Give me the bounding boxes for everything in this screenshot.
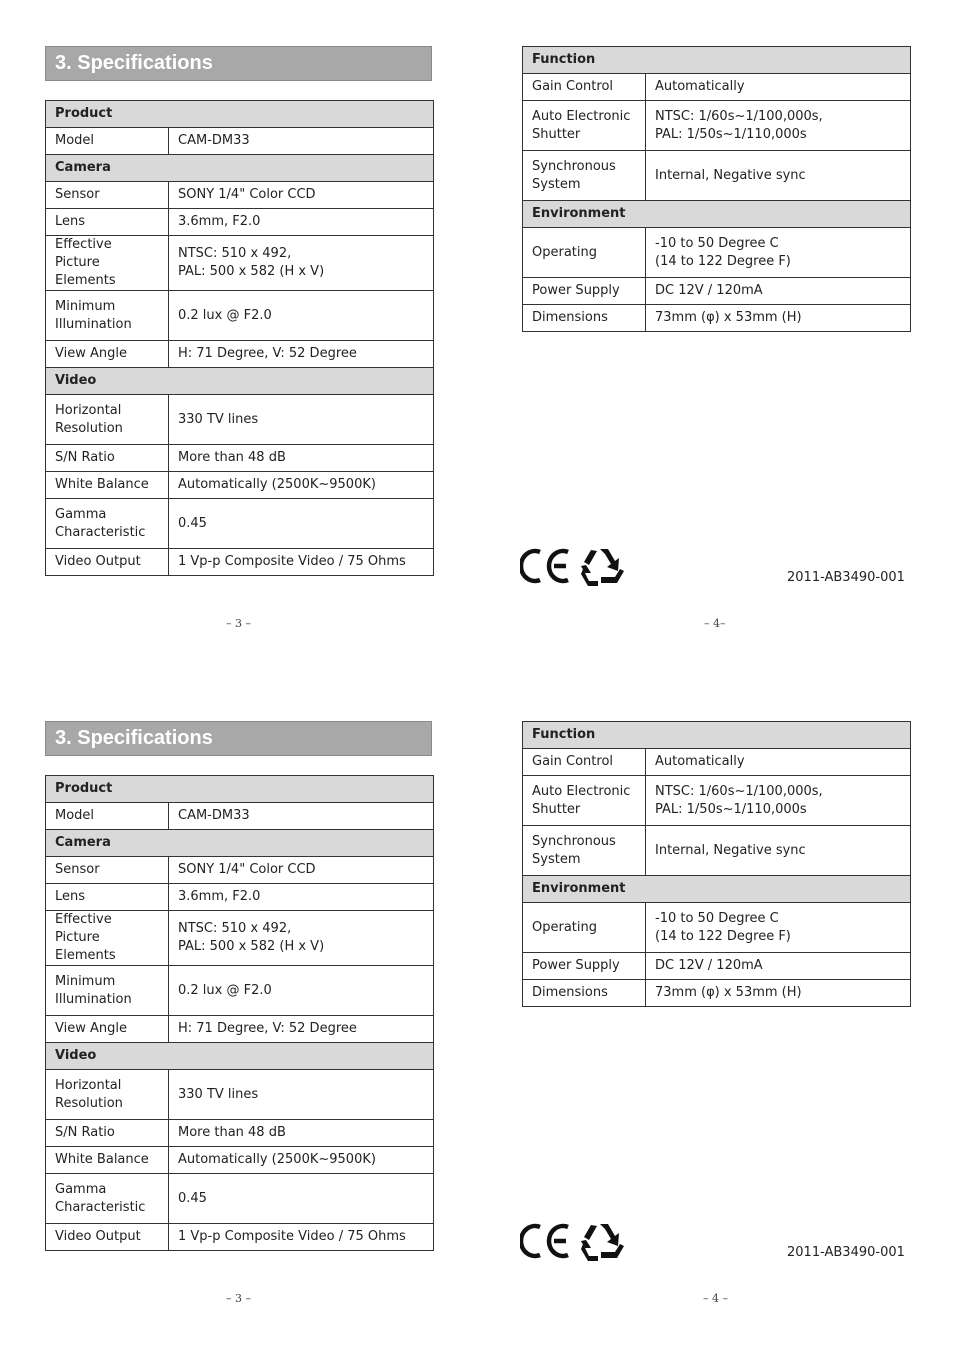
section-header-label: Product (46, 101, 434, 128)
spec-row-lens (46, 209, 434, 236)
spec-row-dimensions (523, 305, 911, 332)
spec-label: Minimum Illumination (46, 966, 169, 1016)
spec-value: 1 Vp-p Composite Video / 75 Ohms (169, 549, 434, 576)
page-number-left: – 3 – (226, 617, 251, 630)
spec-value: SONY 1/4" Color CCD (169, 857, 434, 884)
spec-row-view-angle (46, 1016, 434, 1043)
section-header-environment (523, 876, 911, 903)
spec-row-auto-electronic-shutter (523, 101, 911, 151)
spec-value: 330 TV lines (169, 1070, 434, 1120)
section-header-label: Camera (46, 830, 434, 857)
spec-row-operating (523, 903, 911, 953)
document-code: 2011-AB3490-001 (787, 570, 905, 585)
spec-value: Automatically (646, 74, 911, 101)
spec-row-white-balance (46, 472, 434, 499)
spec-value: CAM-DM33 (169, 128, 434, 155)
section-header-label: Video (46, 368, 434, 395)
spec-value: 3.6mm, F2.0 (169, 884, 434, 911)
recycle-icon (581, 1224, 624, 1261)
spec-label: Horizontal Resolution (46, 395, 169, 445)
document-code: 2011-AB3490-001 (787, 1245, 905, 1260)
spec-value: NTSC: 510 x 492, PAL: 500 x 582 (H x V) (169, 236, 434, 291)
spec-value: H: 71 Degree, V: 52 Degree (169, 1016, 434, 1043)
specs-table-left (45, 100, 434, 576)
section-title-bar (45, 46, 432, 81)
spec-row-s-n-ratio (46, 445, 434, 472)
spec-label: Operating (523, 228, 646, 278)
spec-value: 3.6mm, F2.0 (169, 209, 434, 236)
spec-label: Lens (46, 209, 169, 236)
spec-label: Gamma Characteristic (46, 1174, 169, 1224)
spec-label: View Angle (46, 1016, 169, 1043)
section-header-label: Camera (46, 155, 434, 182)
spec-value: 73mm (φ) x 53mm (H) (646, 980, 911, 1007)
spec-row-synchronous-system (523, 151, 911, 201)
spec-value: 0.45 (169, 1174, 434, 1224)
spec-row-gain-control (523, 749, 911, 776)
spec-value: DC 12V / 120mA (646, 278, 911, 305)
spec-label: Horizontal Resolution (46, 1070, 169, 1120)
spec-label: S/N Ratio (46, 445, 169, 472)
spec-value: DC 12V / 120mA (646, 953, 911, 980)
section-header-label: Function (523, 47, 911, 74)
spec-label: Model (46, 128, 169, 155)
ce-mark-icon (521, 551, 568, 581)
spec-label: Operating (523, 903, 646, 953)
spec-label: Auto Electronic Shutter (523, 776, 646, 826)
section-header-camera (46, 155, 434, 182)
spec-row-minimum-illumination (46, 966, 434, 1016)
page-title: 3. Specifications (55, 727, 213, 749)
spec-row-operating (523, 228, 911, 278)
section-header-label: Environment (523, 201, 911, 228)
section-header-video (46, 368, 434, 395)
spec-row-effective-picture-elements (46, 236, 434, 291)
spec-row-power-supply (523, 278, 911, 305)
spec-label: White Balance (46, 472, 169, 499)
spec-row-gamma-characteristic (46, 499, 434, 549)
spec-label: S/N Ratio (46, 1120, 169, 1147)
spec-label: Synchronous System (523, 826, 646, 876)
spec-label: Effective Picture Elements (46, 911, 169, 966)
spec-label: Dimensions (523, 305, 646, 332)
spec-row-gamma-characteristic (46, 1174, 434, 1224)
spec-row-sensor (46, 182, 434, 209)
spec-value: SONY 1/4" Color CCD (169, 182, 434, 209)
spec-value: H: 71 Degree, V: 52 Degree (169, 341, 434, 368)
section-header-product (46, 776, 434, 803)
spec-label: Lens (46, 884, 169, 911)
spec-label: Minimum Illumination (46, 291, 169, 341)
spec-row-synchronous-system (523, 826, 911, 876)
page-number-right: – 4 – (703, 1292, 728, 1305)
recycle-icon (581, 549, 624, 586)
spec-row-minimum-illumination (46, 291, 434, 341)
specs-table-right (522, 46, 911, 332)
spec-label: Video Output (46, 549, 169, 576)
spec-row-model (46, 128, 434, 155)
ce-mark-icon (521, 1226, 568, 1256)
spec-value: -10 to 50 Degree C (14 to 122 Degree F) (646, 228, 911, 278)
certification-logos (520, 1220, 630, 1264)
spec-label: Sensor (46, 182, 169, 209)
section-header-product (46, 101, 434, 128)
section-header-function (523, 722, 911, 749)
section-title-bar (45, 721, 432, 756)
section-header-function (523, 47, 911, 74)
spec-value: More than 48 dB (169, 1120, 434, 1147)
spec-label: Auto Electronic Shutter (523, 101, 646, 151)
spec-value: 0.2 lux @ F2.0 (169, 291, 434, 341)
spec-label: Video Output (46, 1224, 169, 1251)
spec-row-video-output (46, 1224, 434, 1251)
spec-label: White Balance (46, 1147, 169, 1174)
spec-value: 1 Vp-p Composite Video / 75 Ohms (169, 1224, 434, 1251)
spec-value: CAM-DM33 (169, 803, 434, 830)
spec-row-model (46, 803, 434, 830)
spec-value: 73mm (φ) x 53mm (H) (646, 305, 911, 332)
spec-label: Effective Picture Elements (46, 236, 169, 291)
spec-label: View Angle (46, 341, 169, 368)
section-header-label: Environment (523, 876, 911, 903)
spec-row-effective-picture-elements (46, 911, 434, 966)
spec-value: Automatically (646, 749, 911, 776)
spec-value: 0.45 (169, 499, 434, 549)
spec-row-video-output (46, 549, 434, 576)
spec-label: Gamma Characteristic (46, 499, 169, 549)
section-header-video (46, 1043, 434, 1070)
spec-value: NTSC: 510 x 492, PAL: 500 x 582 (H x V) (169, 911, 434, 966)
section-header-label: Video (46, 1043, 434, 1070)
spec-row-lens (46, 884, 434, 911)
spec-value: Automatically (2500K~9500K) (169, 1147, 434, 1174)
spec-value: More than 48 dB (169, 445, 434, 472)
spec-value: Automatically (2500K~9500K) (169, 472, 434, 499)
spec-row-s-n-ratio (46, 1120, 434, 1147)
spec-label: Power Supply (523, 953, 646, 980)
section-header-label: Product (46, 776, 434, 803)
spec-label: Synchronous System (523, 151, 646, 201)
spec-row-horizontal-resolution (46, 395, 434, 445)
spec-label: Gain Control (523, 749, 646, 776)
spec-row-horizontal-resolution (46, 1070, 434, 1120)
spec-label: Power Supply (523, 278, 646, 305)
section-header-camera (46, 830, 434, 857)
spec-row-sensor (46, 857, 434, 884)
spec-value: 330 TV lines (169, 395, 434, 445)
spec-value: -10 to 50 Degree C (14 to 122 Degree F) (646, 903, 911, 953)
spec-row-gain-control (523, 74, 911, 101)
spec-row-auto-electronic-shutter (523, 776, 911, 826)
section-header-environment (523, 201, 911, 228)
specs-table-left (45, 775, 434, 1251)
page-number-left: – 3 – (226, 1292, 251, 1305)
spec-value: Internal, Negative sync (646, 826, 911, 876)
spec-row-power-supply (523, 953, 911, 980)
spec-label: Gain Control (523, 74, 646, 101)
spec-label: Sensor (46, 857, 169, 884)
page-number-right: – 4– (704, 617, 726, 630)
spec-value: NTSC: 1/60s~1/100,000s, PAL: 1/50s~1/110,000s (646, 776, 911, 826)
spec-label: Model (46, 803, 169, 830)
section-header-label: Function (523, 722, 911, 749)
spec-row-white-balance (46, 1147, 434, 1174)
spec-value: Internal, Negative sync (646, 151, 911, 201)
specs-table-right (522, 721, 911, 1007)
spec-row-dimensions (523, 980, 911, 1007)
spec-value: 0.2 lux @ F2.0 (169, 966, 434, 1016)
page-title: 3. Specifications (55, 52, 213, 74)
spec-label: Dimensions (523, 980, 646, 1007)
spec-sheet-bottom (0, 675, 954, 1350)
certification-logos (520, 545, 630, 589)
spec-row-view-angle (46, 341, 434, 368)
spec-value: NTSC: 1/60s~1/100,000s, PAL: 1/50s~1/110,000s (646, 101, 911, 151)
